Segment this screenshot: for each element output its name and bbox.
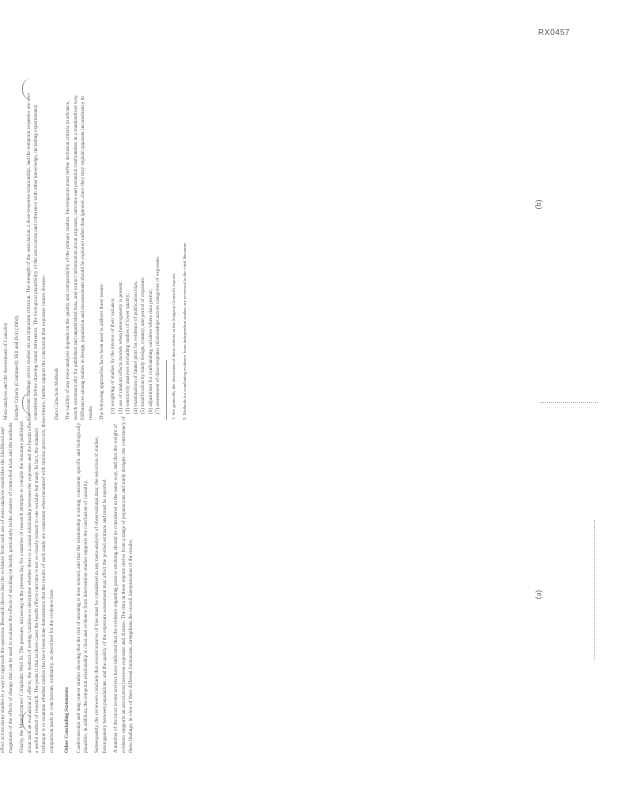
footnote: 2. Methods for combining evidence from independent studies are reviewed in the cited literature. (181, 241, 187, 420)
right-page-text-block (3, 90, 463, 420)
right-list-item: (5) stratification by study design, country, and period of exposure; (140, 276, 147, 414)
left-paragraph: A number of the most recent reviews have indicated that the evidence regarding passive smoking should be considered in the same way, and that the weight of evidence supports an association between exposure and disease. The data in these reports derive from a range of populations and study designs; the consistency of these findings, in view of their different limitations, strengthens the overall interpretation of the results. (113, 416, 135, 753)
left-section-heading: Other Concluding Statements (64, 687, 71, 753)
right-list-item: (4) examination of funnel plots for evidence of publication bias; (132, 281, 139, 414)
left-paragraph: effect across many studies is a way to approach the question. Research shows that the evidence from such use of meta-analysis establishes the likelihood and magnitude of the effects of change that can be used to evaluate the effects of smoking on health, particularly in the absence of controlled trials and the methods. (0, 421, 14, 753)
right-top-line: Meta-analysis and the Assessment of Causality (3, 322, 9, 420)
left-paragraph: Cardiovascular and lung cancer studies showing that the risk of smoking is dose related, and that the relationship is strong, consistent, specific and biologically plausible; in addition, the temporal relationship is clear and evidence from intervention studies supports the conclusion of causality. (75, 422, 90, 753)
page-gutter-rule (540, 402, 598, 403)
footnote: 1. See generally the discussion of these criteria in the Surgeon General's reports. (171, 272, 177, 420)
left-page-number: (a) (533, 590, 543, 599)
right-section-heading: Data Collection Methods (54, 367, 61, 420)
page-edge-rule (594, 520, 595, 660)
right-list-item: (6) adjustment for confounding variables where data permit; (147, 288, 154, 414)
right-paragraph: Consistent findings across studies are an important criterion. The strength of the association, a dose-response relationship, and the temporal sequence are also considered before drawing causal inferences. The biological plausibility of the association and coherence with other knowledge, including experimental evidence, further support the conclusion that exposure causes disease. (25, 93, 47, 420)
footnote-rule (166, 360, 167, 420)
left-paragraph: Subsequently, the reviewers conclude that several sources of bias must be considered in any meta-analysis of observational data; the selection of studies, heterogeneity between populations, and the quality of the exposure assessment may affect the pooled estimate and must be reported. (94, 436, 108, 753)
document-id-stamp: RX0457 (538, 28, 570, 37)
right-top-line: Further Criteria (Continued): Hill and Doll (1964) (14, 315, 21, 420)
right-list-item: (3) sensitivity analyses excluding studies of lower quality; (125, 293, 132, 414)
left-page-text-block (0, 413, 463, 753)
left-paragraph: Finally, the Manufacturers' Complaint: Wall St. The pressure, increasing in the present day for a number of research attempts to compile the literature published about such an evaluation of effects; the method of testing variables to determine whether there is a causal relationship between the exposure and the health effect is a useful method of research. The point is that in these cases the health effects outcome is not so clearly related to one variable but many. In fact, the standard technique is to examine whether studies that have been done demonstrate that the results of each study are consistent when measured with similar protocols; this comparison leads to conclusions, ordinarily, as described for the evidence base. (19, 414, 55, 753)
right-page-number: (b) (534, 199, 544, 210)
right-list-item: (7) assessment of dose-response relationships across categories of exposure. (154, 255, 161, 414)
right-list-item: (1) weighting of studies by the inverse of their variance; (110, 297, 117, 414)
right-paragraph: The validity of any meta-analysis depends on the quality and comparability of the primary studies. Investigators must define inclusion criteria in advance, search systematically for published and unpublished data, and extract information about exposure, outcome and potential confounders in a standardized way. Differences among studies in design, population and measurement should be explored rather than ignored, since they may explain apparent inconsistency in results. (65, 94, 94, 420)
right-paragraph: The following approaches have been used to address these issues: (99, 283, 106, 420)
right-list-item: (2) use of random effects models when heterogeneity is present; (117, 281, 124, 414)
